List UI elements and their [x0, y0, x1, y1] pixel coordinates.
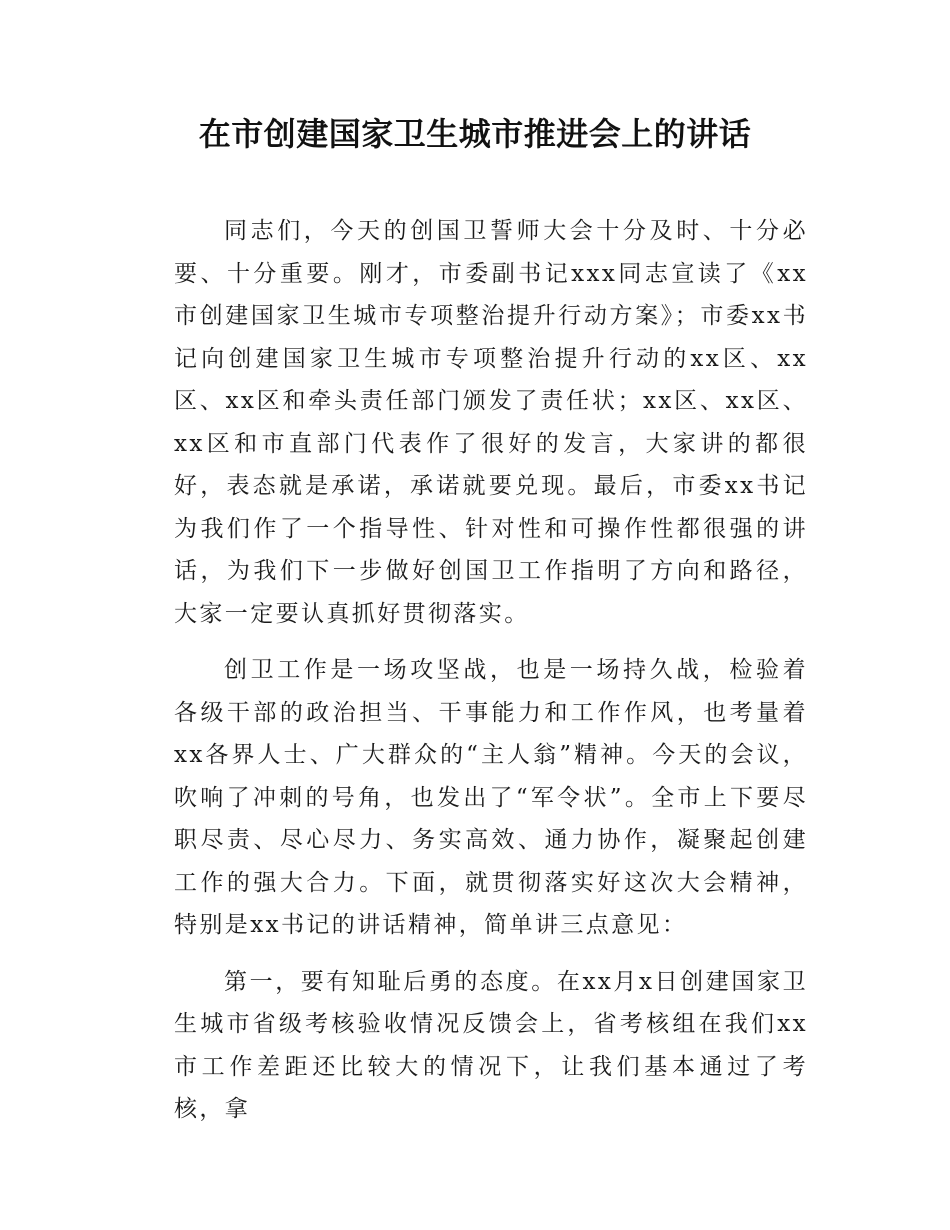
paragraph-3: 第一，要有知耻后勇的态度。在xx月x日创建国家卫生城市省级考核验收情况反馈会上，省考核组在我们xx市工作差距还比较大的情况下，让我们基本通过了考核，拿 — [174, 968, 808, 1122]
paragraph-2: 创卫工作是一场攻坚战，也是一场持久战，检验着各级干部的政治担当、干事能力和工作作风，也考量着xx各界人士、广大群众的“主人翁”精神。今天的会议，吹响了冲刺的号角，也发出了“军令状”。全市上下要尽职尽责、尽心尽力、务实高效、通力协作，凝聚起创建工作的强大合力。下面，就贯彻落实好这次大会精神，特别是xx书记的讲话精神，简单讲三点意见： — [174, 657, 808, 938]
document-title: 在市创建国家卫生城市推进会上的讲话 — [198, 115, 752, 153]
paragraph-1: 同志们，今天的创国卫誓师大会十分及时、十分必要、十分重要。刚才，市委副书记xxx同志宣读了《xx市创建国家卫生城市专项整治提升行动方案》；市委xx书记向创建国家卫生城市专项整治提升行动的xx区、xx区、xx区和牵头责任部门颁发了责任状；xx区、xx区、xx区和市直部门代表作了很好的发言，大家讲的都很好，表态就是承诺，承诺就要兑现。最后，市委xx书记为我们作了一个指导性、针对性和可操作性都很强的讲话，为我们下一步做好创国卫工作指明了方向和路径，大家一定要认真抓好贯彻落实。 — [174, 218, 808, 627]
document-body — [174, 210, 808, 1145]
